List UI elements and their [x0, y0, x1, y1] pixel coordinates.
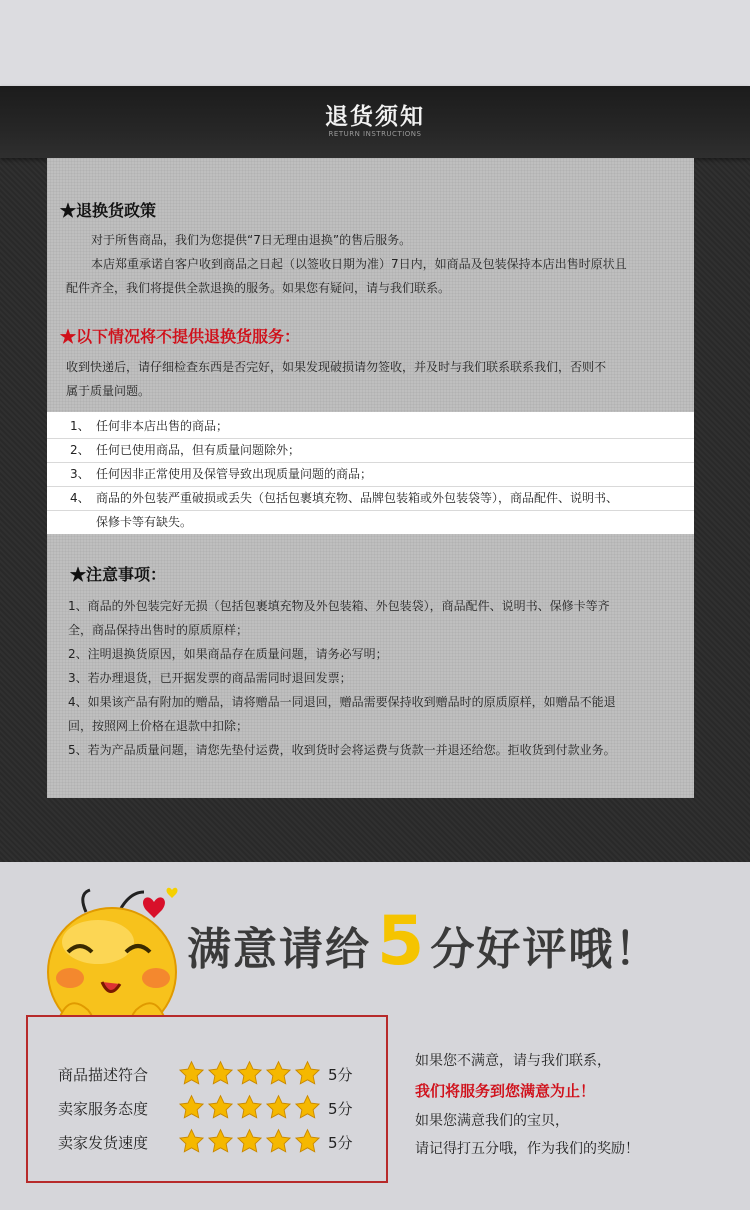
star-icon — [207, 1094, 234, 1121]
star-icon — [178, 1094, 205, 1121]
note-line: 2、注明退换货原因，如果商品存在质量问题，请务必写明； — [68, 647, 388, 661]
star-icon — [178, 1060, 205, 1087]
star-icon — [236, 1128, 263, 1155]
rating-label: 卖家服务态度 — [58, 1100, 149, 1118]
list-number: 2、 — [70, 443, 90, 457]
contact-note: 如果您不满意，请与我们联系， — [415, 1053, 611, 1069]
list-text: 商品的外包装严重破损或丢失（包括包裹填充物、品牌包装箱或外包装袋等），商品配件、说明书、 — [96, 491, 619, 505]
list-text: 任何已使用商品，但有质量问题除外； — [96, 443, 301, 457]
star-icon — [294, 1060, 321, 1087]
list-item — [47, 439, 694, 463]
policy-line: 本店郑重承诺自客户收到商品之日起（以签收日期为准）7日内，如商品及包装保持本店出售时原状且 — [91, 257, 627, 271]
star-rating — [178, 1128, 323, 1155]
rating-label: 商品描述符合 — [58, 1066, 149, 1084]
reward-note: 请记得打五分哦，作为我们的奖励！ — [415, 1141, 639, 1157]
star-icon — [236, 1060, 263, 1087]
top-strip — [0, 0, 750, 86]
note-line: 5、若为产品质量问题，请您先垫付运费，收到货时会将运费与货款一并退还给您。拒收货到付款业务。 — [68, 743, 616, 757]
list-text: 任何因非正常使用及保管导致出现质量问题的商品； — [96, 467, 373, 481]
notes-heading: ★注意事项： — [70, 565, 167, 584]
rating-score: 5分 — [328, 1134, 353, 1152]
star-icon — [207, 1060, 234, 1087]
rating-score: 5分 — [328, 1100, 353, 1118]
star-icon — [294, 1128, 321, 1155]
slogan-number: 5 — [377, 902, 425, 981]
rating-score: 5分 — [328, 1066, 353, 1084]
star-icon — [265, 1094, 292, 1121]
list-item — [47, 463, 694, 487]
policy-line: 配件齐全，我们将提供全款退换的服务。如果您有疑问，请与我们联系。 — [66, 281, 451, 295]
note-line: 回，按照网上价格在退款中扣除； — [68, 719, 249, 733]
list-text: 任何非本店出售的商品； — [96, 419, 229, 433]
note-line: 全，商品保持出售时的原质原样； — [68, 623, 249, 637]
exclusions-intro: 属于质量问题。 — [66, 384, 151, 398]
satisfied-note: 如果您满意我们的宝贝， — [415, 1113, 569, 1129]
promise-note: 我们将服务到您满意为止！ — [415, 1082, 596, 1100]
note-line: 3、若办理退货，已开据发票的商品需同时退回发票； — [68, 671, 352, 685]
list-text: 保修卡等有缺失。 — [96, 515, 193, 529]
page-subtitle: RETURN INSTRUCTIONS — [328, 130, 422, 138]
star-rating — [178, 1094, 323, 1121]
list-number: 3、 — [70, 467, 90, 481]
note-line: 4、如果该产品有附加的赠品，请将赠品一同退回，赠品需要保持收到赠品时的原质原样，如赠品不能退 — [68, 695, 616, 709]
star-icon — [178, 1128, 205, 1155]
list-number: 4、 — [70, 491, 90, 505]
list-item — [47, 487, 694, 511]
star-icon — [207, 1128, 234, 1155]
list-item — [47, 511, 694, 534]
rating-label: 卖家发货速度 — [58, 1134, 149, 1152]
policy-line: 对于所售商品，我们为您提供“7日无理由退换”的售后服务。 — [91, 233, 412, 247]
list-number: 1、 — [70, 419, 90, 433]
heart-icon — [143, 888, 177, 918]
policy-heading: ★退换货政策 — [60, 201, 157, 220]
exclusions-intro: 收到快递后，请仔细检查东西是否完好，如果发现破损请勿签收，并及时与我们联系联系我们，否则不 — [66, 360, 607, 374]
star-rating — [178, 1060, 323, 1087]
star-icon — [265, 1060, 292, 1087]
list-item — [47, 415, 694, 439]
star-icon — [265, 1128, 292, 1155]
note-line: 1、商品的外包装完好无损（包括包裹填充物及外包装箱、外包装袋），商品配件、说明书、保修卡等齐 — [68, 599, 610, 613]
star-icon — [236, 1094, 263, 1121]
page-title: 退货须知 — [325, 104, 425, 130]
slogan-part1: 满意请给 — [187, 924, 371, 975]
slogan-part2: 分好评哦！ — [430, 924, 661, 975]
exclusions-heading: ★以下情况将不提供退换货服务： — [60, 327, 301, 346]
star-icon — [294, 1094, 321, 1121]
slogan — [187, 902, 660, 982]
